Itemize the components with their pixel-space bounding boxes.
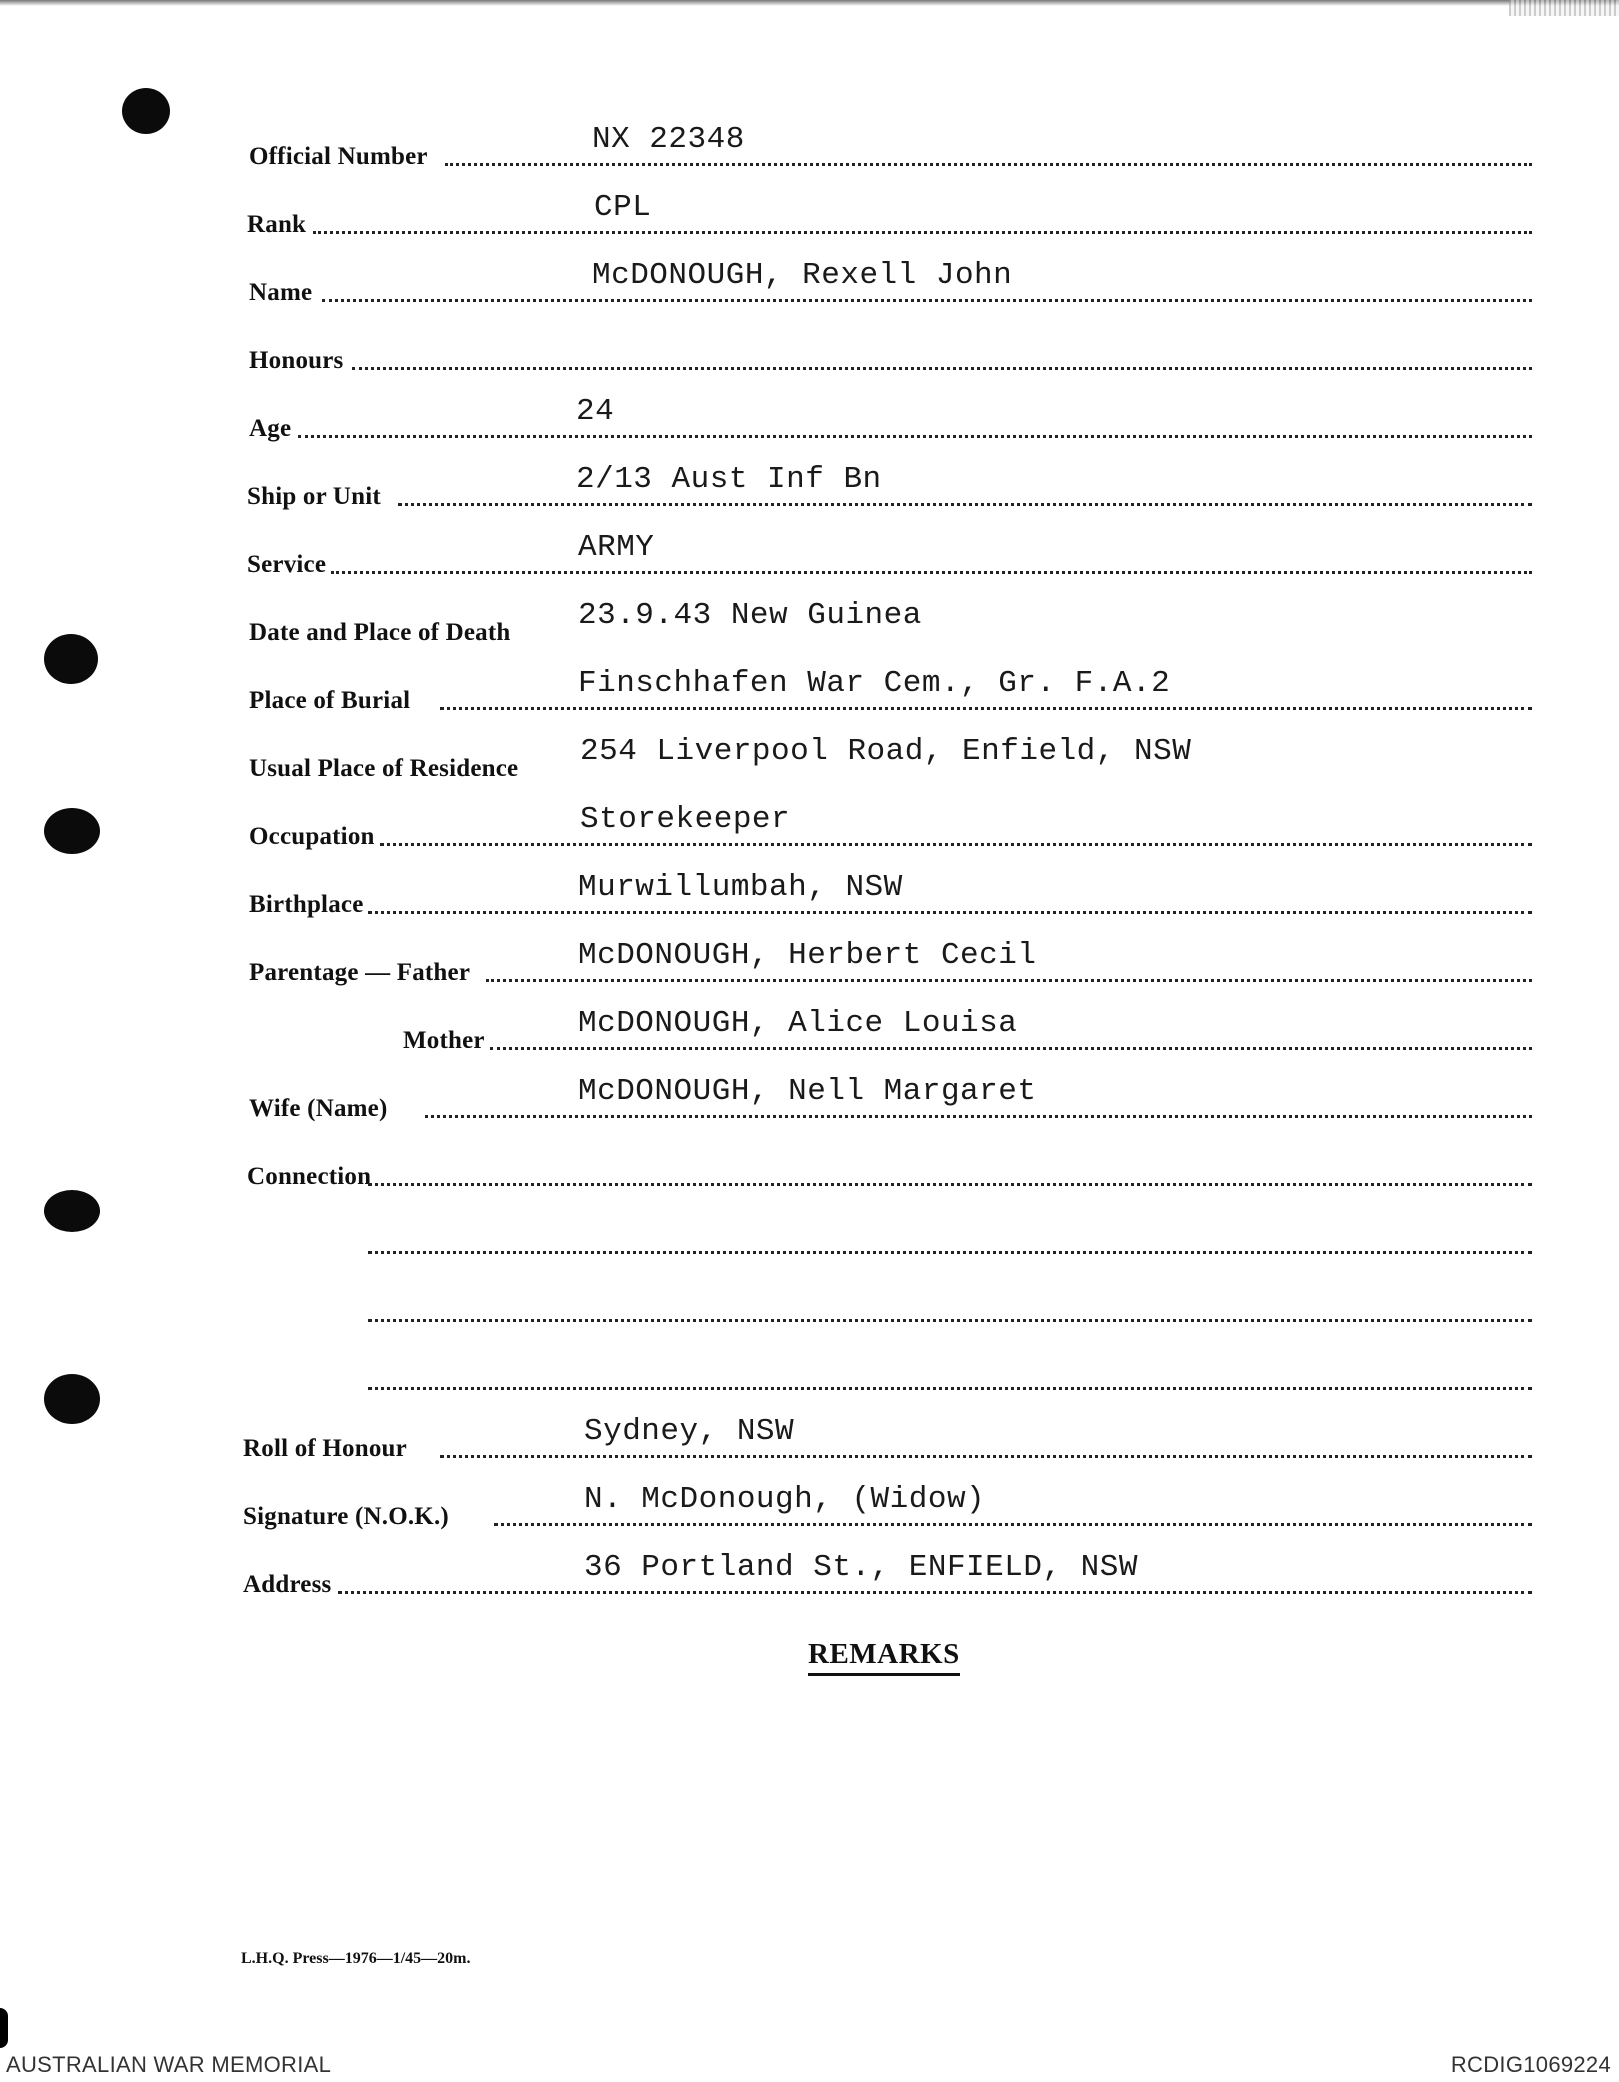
dotted-line (494, 1523, 1532, 1526)
dotted-line (298, 435, 1532, 438)
field-row-father (0, 928, 1619, 988)
field-row-roll-of-honour (0, 1404, 1619, 1464)
dotted-line (445, 163, 1532, 166)
dotted-line (568, 775, 1532, 778)
remarks-heading: REMARKS (808, 1638, 960, 1676)
field-row-birthplace (0, 860, 1619, 920)
field-value: McDONOUGH, Nell Margaret (578, 1074, 1037, 1109)
field-value: McDONOUGH, Alice Louisa (578, 1006, 1018, 1041)
field-value: Finschhafen War Cem., Gr. F.A.2 (578, 666, 1171, 701)
dotted-line (425, 1115, 1532, 1118)
field-value: McDONOUGH, Herbert Cecil (578, 938, 1037, 973)
field-label: Usual Place of Residence (249, 755, 519, 782)
field-value: CPL (594, 190, 652, 225)
field-label: Signature (N.O.K.) (243, 1503, 449, 1530)
dotted-line (313, 231, 1532, 234)
field-value: 23.9.43 New Guinea (578, 598, 922, 633)
field-label: Parentage — Father (249, 959, 471, 986)
field-value: ARMY (578, 530, 655, 565)
dotted-line (380, 843, 1532, 846)
field-label: Address (243, 1571, 332, 1598)
field-row-connection-2 (0, 1200, 1619, 1260)
field-label: Official Number (249, 143, 428, 170)
field-row-signature (0, 1472, 1619, 1532)
field-value: 24 (576, 394, 615, 429)
dotted-line (398, 503, 1532, 506)
dotted-line (368, 1251, 1532, 1254)
field-row-service (0, 520, 1619, 580)
field-label: Connection (247, 1163, 372, 1190)
dotted-line (331, 571, 1532, 574)
scan-smudge (1509, 0, 1619, 16)
dotted-line (368, 1387, 1532, 1390)
field-label: Roll of Honour (243, 1435, 407, 1462)
field-row-address (0, 1540, 1619, 1600)
dotted-line (352, 367, 1532, 370)
field-label: Service (247, 551, 327, 578)
field-row-connection (0, 1132, 1619, 1192)
dotted-line (486, 979, 1532, 982)
field-value: Storekeeper (580, 802, 791, 837)
field-label: Occupation (249, 823, 375, 850)
field-row-rank (0, 180, 1619, 240)
dotted-line (322, 299, 1532, 302)
dotted-line (568, 639, 1532, 642)
field-label: Ship or Unit (247, 483, 381, 510)
field-value: NX 22348 (592, 122, 745, 157)
field-row-date-place-death (0, 588, 1619, 648)
field-value: Murwillumbah, NSW (578, 870, 903, 905)
field-row-occupation (0, 792, 1619, 852)
dotted-line (338, 1591, 1532, 1594)
field-row-official-number (0, 112, 1619, 172)
field-value: 2/13 Aust Inf Bn (576, 462, 882, 497)
field-value: N. McDonough, (Widow) (584, 1482, 986, 1517)
field-label: Honours (249, 347, 344, 374)
field-row-mother (0, 996, 1619, 1056)
field-value: 36 Portland St., ENFIELD, NSW (584, 1550, 1138, 1585)
field-value: Sydney, NSW (584, 1414, 795, 1449)
scan-top-edge (0, 0, 1619, 6)
field-label: Name (249, 279, 313, 306)
field-row-connection-3 (0, 1268, 1619, 1328)
footer-record-id: RCDIG1069224 (1450, 2052, 1611, 2077)
field-row-name (0, 248, 1619, 308)
dotted-line (368, 1319, 1532, 1322)
field-label: Wife (Name) (249, 1095, 388, 1122)
field-row-residence (0, 724, 1619, 784)
dotted-line (368, 911, 1532, 914)
field-row-place-burial (0, 656, 1619, 716)
field-row-ship-unit (0, 452, 1619, 512)
dotted-line (440, 1455, 1532, 1458)
field-label: Birthplace (249, 891, 364, 918)
field-label: Mother (403, 1027, 485, 1054)
field-row-wife (0, 1064, 1619, 1124)
field-row-honours (0, 316, 1619, 376)
dotted-line (368, 1183, 1532, 1186)
field-value: McDONOUGH, Rexell John (592, 258, 1013, 293)
field-row-connection-4 (0, 1336, 1619, 1396)
field-label: Rank (247, 211, 307, 238)
printer-imprint: L.H.Q. Press—1976—1/45—20m. (241, 1950, 471, 1967)
field-value: 254 Liverpool Road, Enfield, NSW (580, 734, 1192, 769)
dotted-line (440, 707, 1532, 710)
footer-archive-name: AUSTRALIAN WAR MEMORIAL (6, 2052, 332, 2077)
field-label: Age (249, 415, 292, 442)
dotted-line (490, 1047, 1532, 1050)
field-row-age (0, 384, 1619, 444)
field-label: Place of Burial (249, 687, 411, 714)
field-label: Date and Place of Death (249, 619, 511, 646)
scan-edge-mark (0, 2008, 8, 2048)
